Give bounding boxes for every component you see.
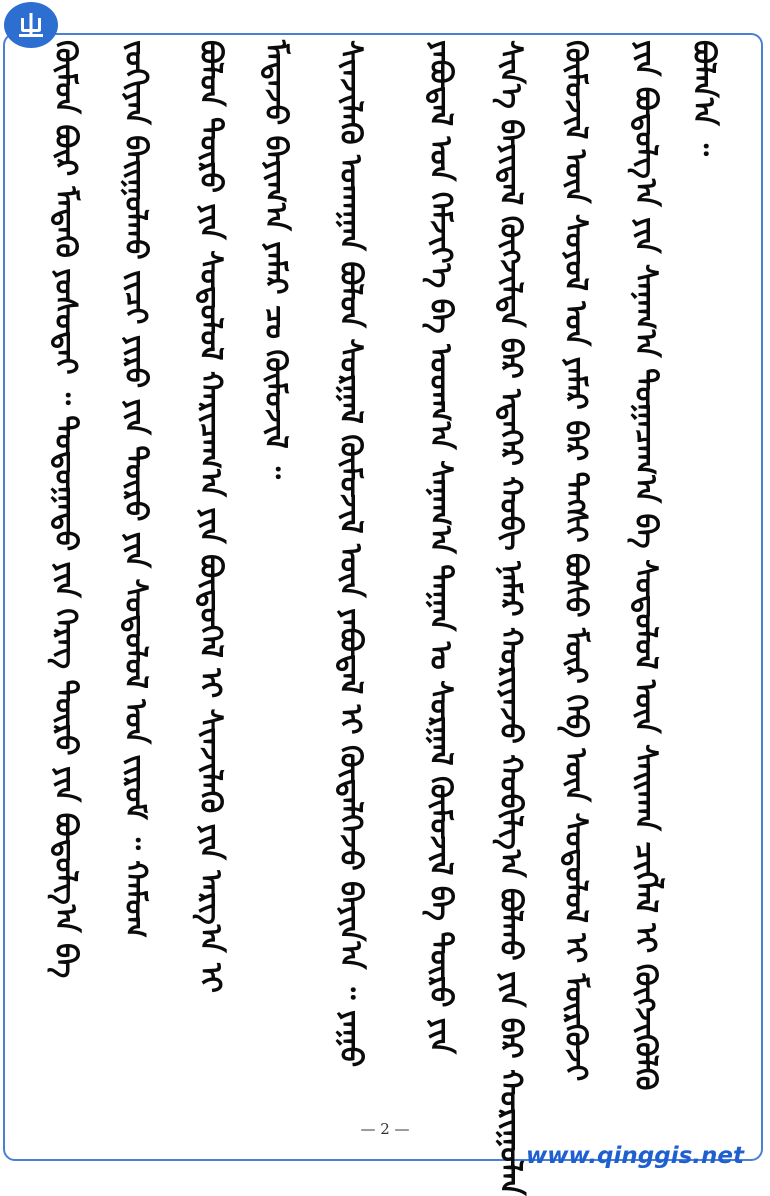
website-link[interactable]: www.qinggis.net	[526, 1143, 744, 1169]
trident-emblem-icon	[16, 10, 46, 40]
mongolian-text-column: ᠰᠢᠨ᠎ᠡ ᠪᠠᠶᠢᠳᠠᠯ ᠬᠥᠭᠵᠢᠯᠲᠡ ᠪᠠᠷ ᠡᠳᠡᠭᠡᠷ ᠬᠤᠪᠢ ᠨᠡᠮᠡᠷ ᠬᠤᠷᠢᠶᠠᠵᠤ ᠬᠤᠪᠢᠯᠭ᠎ᠠ ᠪᠣᠯᠬᠤ ᠶᠢᠨ ᠪᠡᠷ ᠬᠣᠷᠢᠭᠤᠯᠠᠨ	[493, 40, 528, 1196]
mongolian-text-column: ᠮᠡᠳᠡᠵᠦ ᠪᠠᠶᠢᠭ᠎ᠠ ᠶᠠᠮᠠᠷ ᠴᠤ ᠬᠦᠮᠦᠵᠢᠯ ᠃	[258, 40, 293, 479]
mongolian-text-column: ᠬᠦᠮᠦᠨ ᠪᠦᠷ ᠮᠡᠳᠡᠬᠦ ᠶᠣᠰᠣᠲᠠᠢ ᠃ ᠳᠣᠲᠣᠭᠠᠳᠤ ᠶᠢᠨ ᠬᠡᠷᠡᠭ ᠲᠥᠷᠥ ᠶᠢᠨ ᠪᠣᠳᠣᠯᠭ᠎ᠠ ᠪᠠ	[48, 40, 83, 979]
mongolian-text-column: ᠪᠣᠯᠤᠨ ᠲᠥᠷᠥ ᠶᠢᠨ ᠰᠤᠳᠤᠯᠤᠯ ᠬᠠᠷᠢᠴᠠᠭ᠎ᠠ ᠶᠢᠨ ᠪᠦᠲᠦᠭᠡᠯ ᠢ ᠰᠢᠨᠵᠢᠯᠡᠬᠦ ᠶᠢᠨ ᠠᠷᠭ᠎ᠠ ᠢ	[193, 40, 228, 993]
mongolian-text-column: ᠶᠠᠪᠤᠳᠠᠯ ᠤᠨ ᠬᠡᠮᠵᠢᠶ᠎ᠡ ᠪᠠ ᠤᠳᠬ᠎ᠠ ᠰᠠᠨᠠᠭ᠎ᠠ ᠲᠠᠭᠠᠨ ᠤ ᠰᠤᠷᠭᠠᠯ ᠬᠦᠮᠦᠵᠢᠯ ᠪᠠ ᠲᠥᠷᠥ ᠶᠢᠨ	[423, 40, 458, 1055]
mongolian-text-column: ᠶᠢᠨ ᠪᠣᠳᠣᠯᠭ᠎ᠠ ᠶᠢᠨ ᠰᠠᠨᠠᠭ᠎ᠠ ᠲᠣᠭᠠᠴᠠᠭ᠎ᠠ ᠪᠠ ᠰᠤᠳᠤᠯᠤᠯ ᠦᠨ ᠰᠠᠢᠬᠠᠨ ᠴᠢᠭᠯᠡᠯ ᠢ ᠬᠥᠭᠵᠢᠭᠦᠯᠬᠦ	[628, 40, 663, 1091]
mongolian-text-column: ᠪᠣᠯᠠᠨ᠎ᠠ ᠃	[686, 40, 721, 156]
mongolian-text-column: ᠵᠣᠬᠢᠶᠠᠨ ᠪᠠᠢᠭᠤᠯᠬᠤ ᠵᠢᠴᠢ ᠶᠢᠷᠦ ᠶᠢᠨ ᠲᠥᠷᠥ ᠶᠢᠨ ᠰᠤᠳᠤᠯᠤᠯ ᠤᠨ ᠵᠢᠷᠤᠮ ᠃ ᠬᠠᠮᠤᠭ	[118, 40, 153, 939]
page-number: — 2 —	[360, 1120, 410, 1138]
mongolian-text-column: ᠬᠦᠮᠦᠵᠢᠯ ᠦᠨ ᠰᠣᠶᠣᠯ ᠤᠨ ᠶᠠᠮᠠᠷ ᠪᠡᠷ ᠲᠡᠭᠰᠢ ᠪᠤᠰᠤ ᠮᠥᠷ ᠬᠡᠪ ᠦᠨ ᠰᠤᠳᠤᠯᠤᠯ ᠢ ᠮᠥᠷᠭᠥᠵᠢ	[558, 40, 593, 1082]
mongolian-text-column: ᠰᠢᠨᠵᠢᠯᠡᠬᠦ ᠤᠬᠠᠭᠠᠨ ᠪᠣᠯᠤᠨ ᠰᠤᠷᠭᠠᠯ ᠬᠦᠮᠦᠵᠢᠯ ᠦᠨ ᠶᠠᠪᠤᠳᠠᠯ ᠢ ᠬᠥᠳᠡᠯᠭᠡᠵᠦ ᠪᠠᠶᠢᠨ᠎ᠠ ᠃ ᠶᠠᠭᠤ	[333, 40, 368, 1068]
